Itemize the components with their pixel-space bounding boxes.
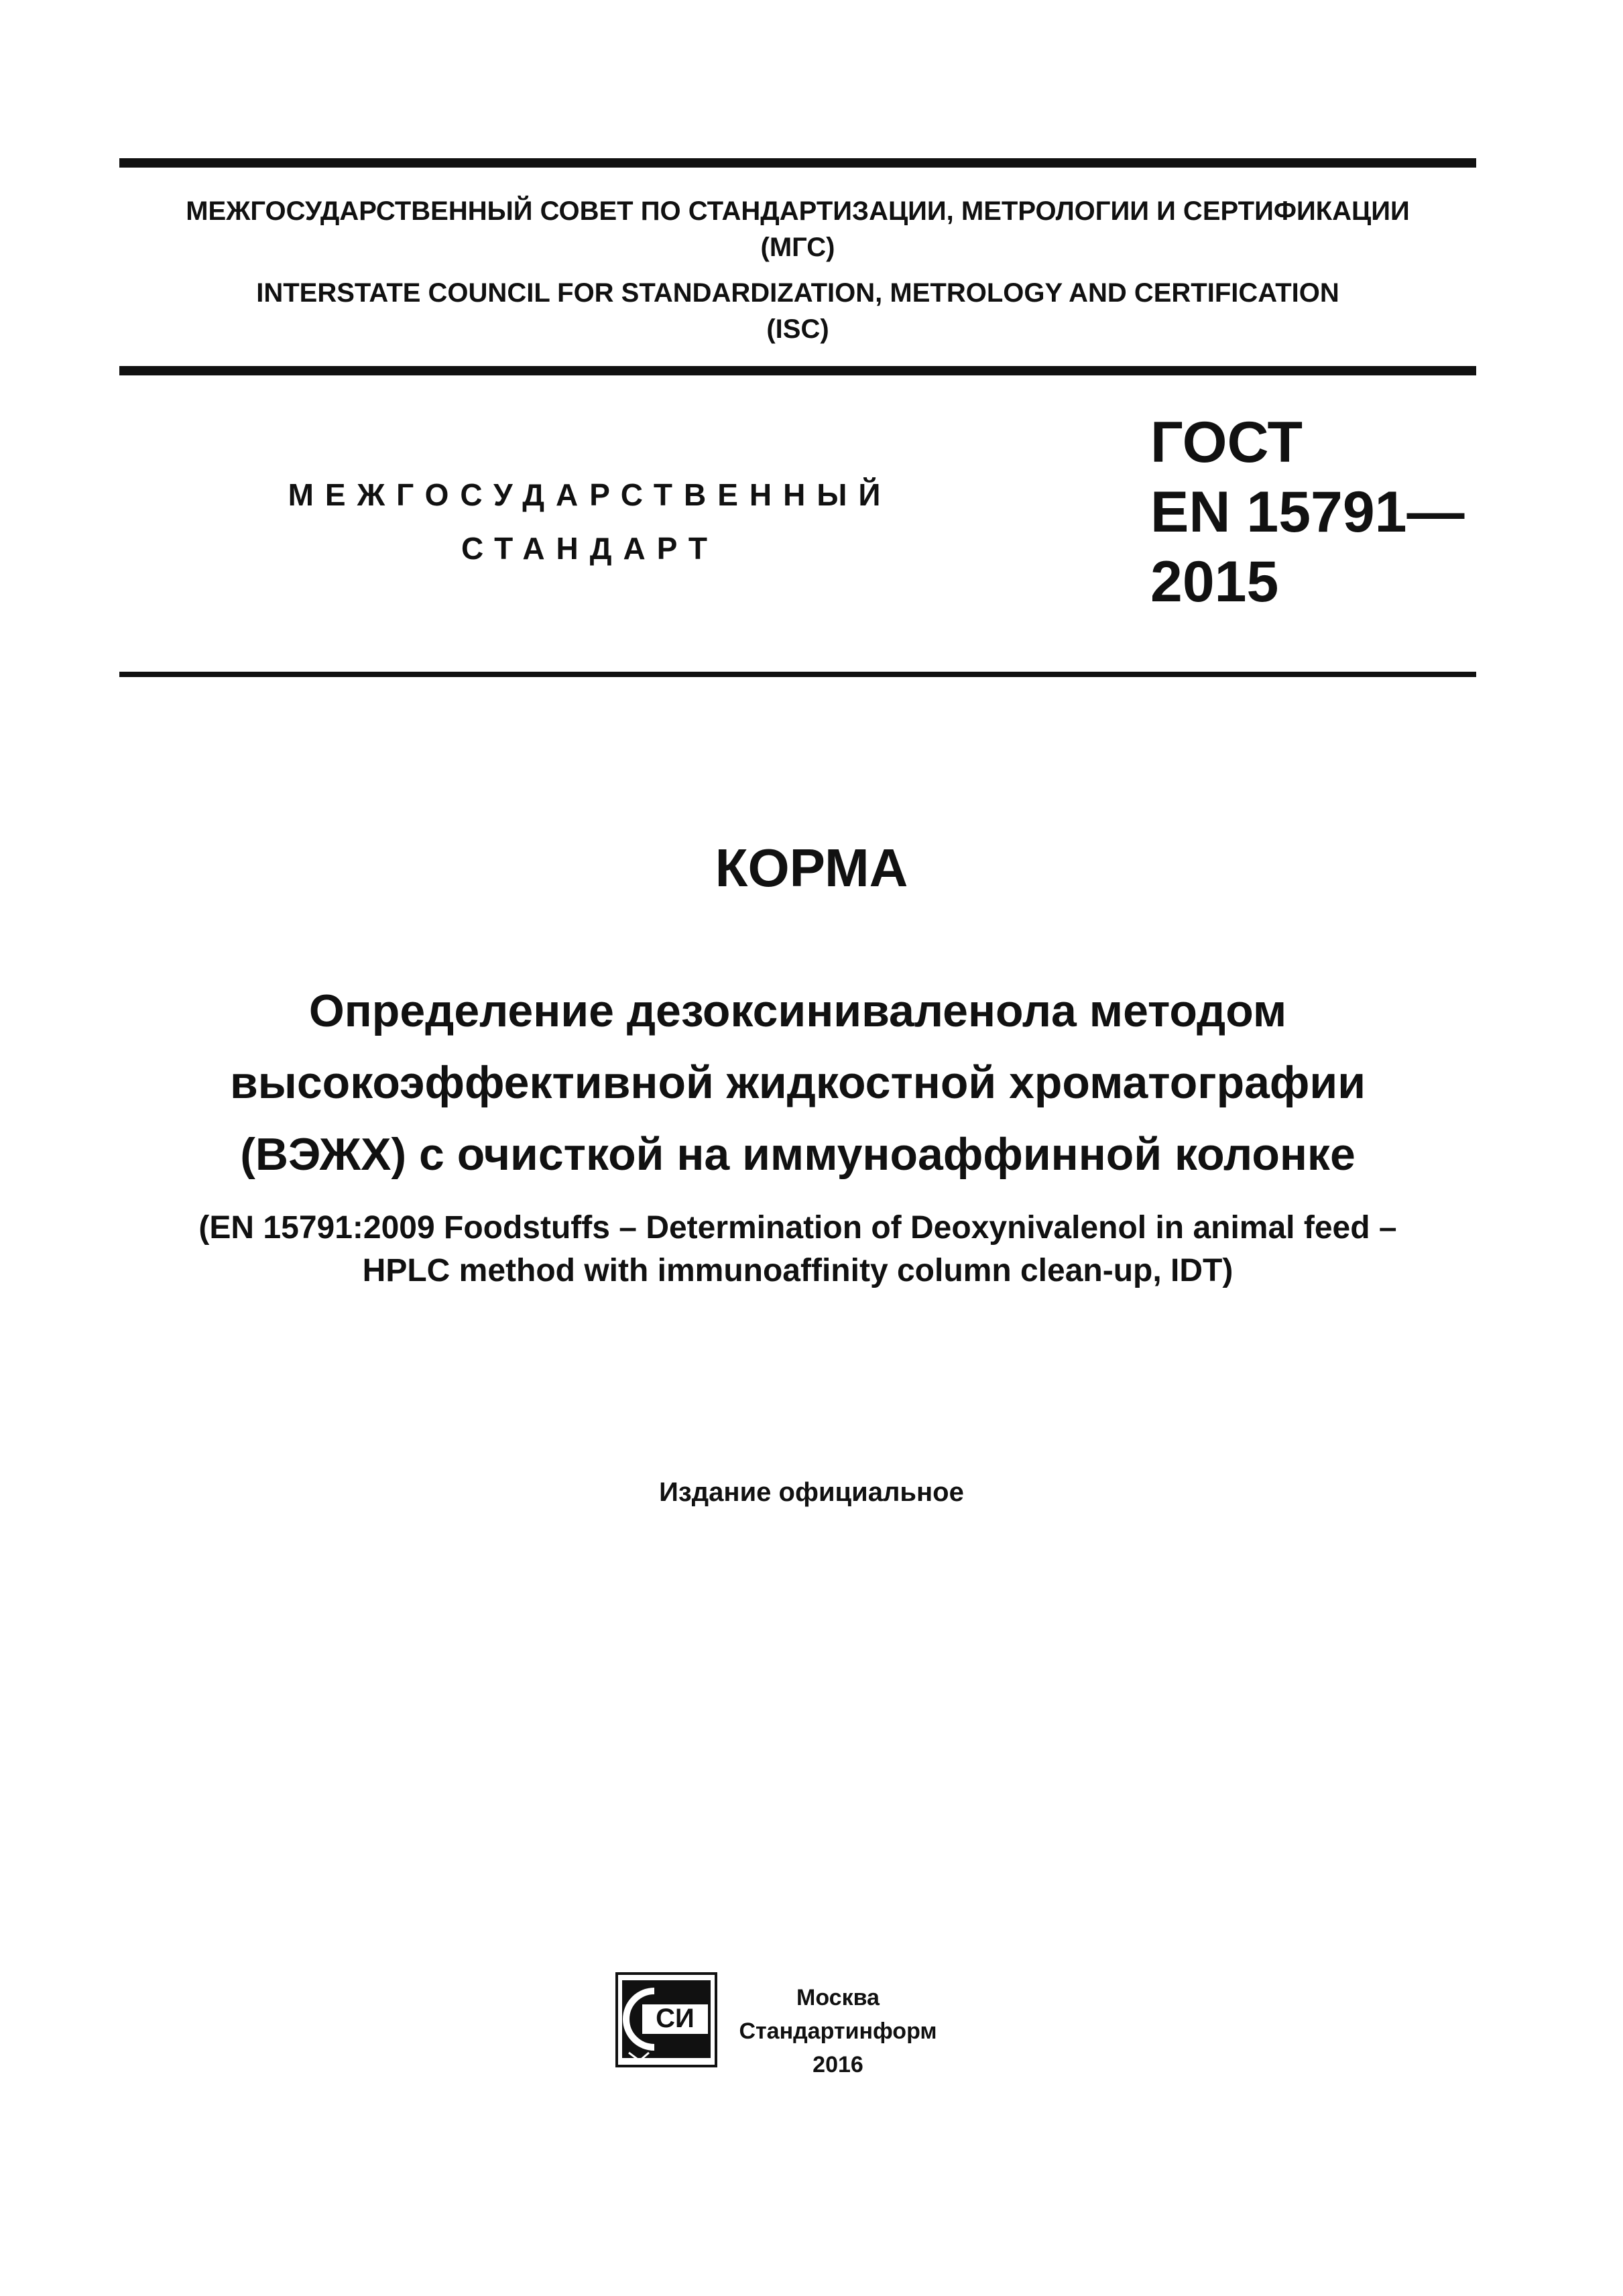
council-abbr-en: (ISC) <box>766 314 829 344</box>
council-header <box>119 193 1476 347</box>
document-subtitle <box>119 975 1476 1191</box>
top-rule <box>119 158 1476 168</box>
standard-number-line1: ГОСТ <box>1150 410 1303 475</box>
standard-type-line1: МЕЖГОСУДАРСТВЕННЫЙ <box>288 477 892 512</box>
subtitle-line3: (ВЭЖХ) с очисткой на иммуноаффинной колонке <box>240 1129 1356 1180</box>
header-bottom-rule <box>119 366 1476 375</box>
english-title-line2: HPLC method with immunoaffinity column clean-up, IDT) <box>362 1253 1234 1288</box>
publisher-name: Стандартинформ <box>739 2018 937 2044</box>
publisher-year: 2016 <box>813 2052 863 2077</box>
subtitle-line2: высокоэффективной жидкостной хроматографии <box>229 1057 1366 1108</box>
council-abbr-ru: (МГС) <box>760 233 835 262</box>
standard-bottom-rule <box>119 672 1476 677</box>
document-title: КОРМА <box>715 838 908 898</box>
edition-label: Издание официальное <box>659 1477 964 1507</box>
publisher-imprint <box>724 1981 952 2081</box>
publisher-logo-icon <box>615 1972 717 2067</box>
standard-type <box>255 468 925 575</box>
council-name-ru: МЕЖГОСУДАРСТВЕННЫЙ СОВЕТ ПО СТАНДАРТИЗАЦИИ, МЕТРОЛОГИИ И СЕРТИФИКАЦИИ <box>186 196 1410 226</box>
standard-type-line2: СТАНДАРТ <box>461 531 719 566</box>
standard-number-line2: EN 15791— <box>1150 480 1465 544</box>
subtitle-line1: Определение дезоксиниваленола методом <box>308 985 1287 1036</box>
english-title <box>119 1207 1476 1292</box>
standard-number <box>1150 408 1465 617</box>
publisher-city: Москва <box>796 1985 880 2010</box>
logo-text: СИ <box>656 2004 695 2033</box>
standard-number-line3: 2015 <box>1150 550 1279 614</box>
council-name-en: INTERSTATE COUNCIL FOR STANDARDIZATION, METROLOGY AND CERTIFICATION <box>256 278 1339 308</box>
english-title-line1: (EN 15791:2009 Foodstuffs – Determination of Deoxynivalenol in animal feed – <box>198 1210 1397 1246</box>
